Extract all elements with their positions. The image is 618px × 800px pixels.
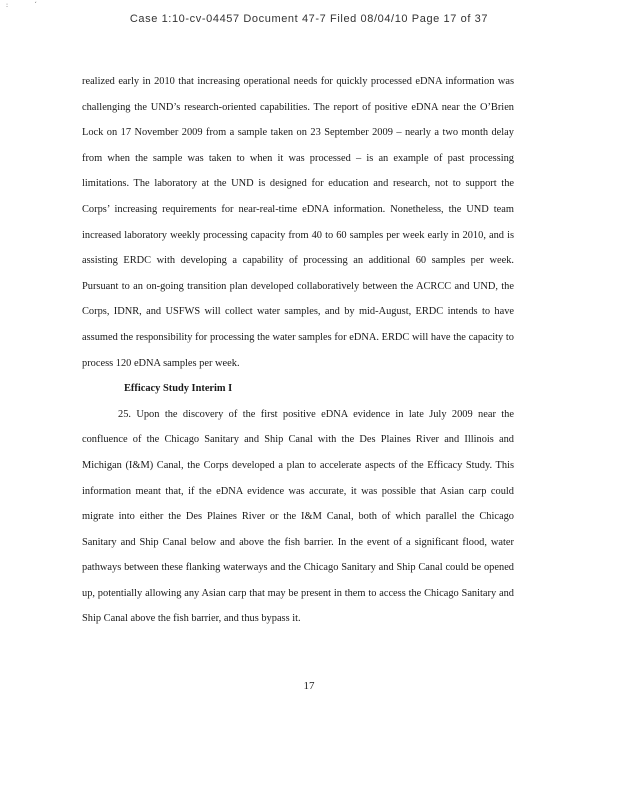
section-heading: Efficacy Study Interim I <box>124 383 233 395</box>
case-header: Case 1:10-cv-04457 Document 47-7 Filed 08/04/10 Page 17 of 37 <box>129 13 489 25</box>
document-body <box>82 69 514 632</box>
body-paragraph-continued: realized early in 2010 that increasing operational needs for quickly processed eDNA information was challenging the UND’s research-oriented capabilities. The report of positive eDNA near the O’Brien Lock on 17 November 2009 from a sample taken on 23 September 2009 – nearly a two month delay from when the sample was taken to when it was processed – is an example of past processing limitations. The laboratory at the UND is designed for education and research, not to support the Corps’ increasing requirements for near-real-time eDNA information. Nonetheless, the UND team increased laboratory weekly processing capacity from 40 to 60 samples per week early in 2010, and is assisting ERDC with developing a capability of processing an additional 60 samples per week. Pursuant to an on-going transition plan developed collaboratively between the ACRCC and UND, the Corps, IDNR, and USFWS will collect water samples, and by mid-August, ERDC intends to have assumed the responsibility for processing the water samples for eDNA. ERDC will have the capacity to process 120 eDNA samples per week. <box>82 76 514 369</box>
scan-artifact-marks: : ´ <box>6 2 49 9</box>
page-number: 17 <box>303 680 315 692</box>
body-paragraph-25: 25. Upon the discovery of the first positive eDNA evidence in late July 2009 near the confluence of the Chicago Sanitary and Ship Canal with the Des Plaines River and Illinois and Michigan (I&M) Canal, the Corps developed a plan to accelerate aspects of the Efficacy Study. This information meant that, if the eDNA evidence was accurate, it was possible that Asian carp could migrate into either the Des Plaines River or the I&M Canal, both of which parallel the Chicago Sanitary and Ship Canal below and above the fish barrier. In the event of a significant flood, water pathways between these flanking waterways and the Chicago Sanitary and Ship Canal could be opened up, potentially allowing any Asian carp that may be present in them to access the Chicago Sanitary and Ship Canal above the fish barrier, and thus bypass it. <box>82 408 514 625</box>
